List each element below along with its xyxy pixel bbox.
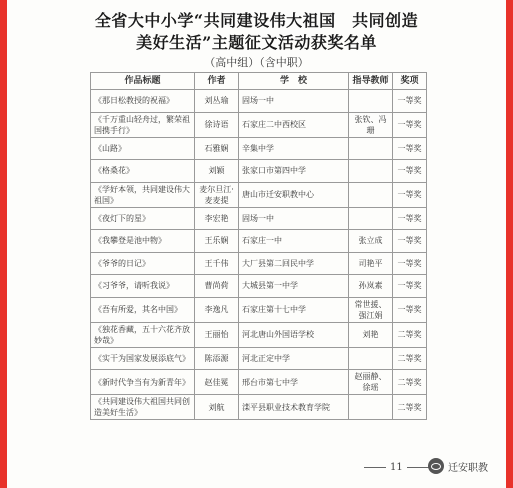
cell-school: 大厂县第二回民中学 (239, 252, 349, 275)
cell-school: 辛集中学 (239, 137, 349, 160)
cell-school: 石家庄二中西校区 (239, 112, 349, 137)
cell-school: 固场一中 (239, 207, 349, 230)
document-title-line-2: 美好生活”主题征文活动获奖名单 (136, 33, 377, 52)
cell-title: 《山路》 (91, 137, 195, 160)
cell-award: 一等奖 (393, 90, 427, 113)
cell-award: 二等奖 (393, 370, 427, 395)
cell-teacher (349, 90, 393, 113)
cell-award: 一等奖 (393, 160, 427, 183)
cell-teacher (349, 137, 393, 160)
table-row (91, 322, 427, 347)
header-teacher: 指导教师 (349, 73, 393, 90)
cell-title: 《学好本领，共同建设伟大祖国》 (91, 182, 195, 207)
page-number (360, 462, 433, 473)
table-row (91, 252, 427, 275)
table-row (91, 182, 427, 207)
cell-author: 刘颖 (195, 160, 239, 183)
cell-school: 石家庄一中 (239, 230, 349, 253)
cell-author: 王千伟 (195, 252, 239, 275)
document-title-line-1: 全省大中小学“共同建设伟大祖国 共同创造 (94, 11, 419, 30)
header-award: 奖项 (393, 73, 427, 90)
cell-author: 麦尔旦江·麦麦提 (195, 182, 239, 207)
cell-title: 《共同建设伟大祖国共同创造美好生活》 (91, 395, 195, 420)
awards-table (90, 72, 427, 420)
cell-teacher: 张立成 (349, 230, 393, 253)
cell-teacher (349, 207, 393, 230)
page-number-text: 11 (390, 462, 403, 473)
cell-award: 二等奖 (393, 347, 427, 370)
cell-teacher (349, 182, 393, 207)
cell-author: 刘航 (195, 395, 239, 420)
cell-teacher (349, 395, 393, 420)
cell-award: 一等奖 (393, 112, 427, 137)
cell-school: 唐山市迁安职教中心 (239, 182, 349, 207)
cell-school: 固场一中 (239, 90, 349, 113)
cell-title: 《新时代争当有为新青年》 (91, 370, 195, 395)
cell-author: 王乐娴 (195, 230, 239, 253)
cell-award: 二等奖 (393, 322, 427, 347)
cell-title: 《夜灯下的星》 (91, 207, 195, 230)
cell-teacher: 张钦、冯珊 (349, 112, 393, 137)
cell-teacher: 孙岚素 (349, 275, 393, 298)
cell-author: 徐诗语 (195, 112, 239, 137)
document-subtitle: （高中组）（含中职） (204, 56, 309, 69)
cell-award: 二等奖 (393, 395, 427, 420)
cell-award: 一等奖 (393, 275, 427, 298)
table-row (91, 275, 427, 298)
cell-author: 石雅娴 (195, 137, 239, 160)
table-header-row (91, 73, 427, 90)
cell-author: 陈添源 (195, 347, 239, 370)
cell-title: 《那日松教授的祝福》 (91, 90, 195, 113)
table-row (91, 395, 427, 420)
cell-award: 一等奖 (393, 137, 427, 160)
table-row (91, 230, 427, 253)
table-row (91, 297, 427, 322)
cell-author: 王丽怡 (195, 322, 239, 347)
left-red-border (0, 0, 7, 488)
header-title: 作品标题 (91, 73, 195, 90)
table-row (91, 160, 427, 183)
cell-teacher (349, 347, 393, 370)
cell-award: 一等奖 (393, 297, 427, 322)
cell-title: 《我攀登是池中物》 (91, 230, 195, 253)
cell-title: 《吾有所爱，其名中国》 (91, 297, 195, 322)
watermark (428, 458, 488, 474)
cell-teacher: 司艳平 (349, 252, 393, 275)
cell-author: 刘丛瑜 (195, 90, 239, 113)
table-row (91, 370, 427, 395)
cell-school: 河北唐山外国语学校 (239, 322, 349, 347)
cell-school: 河北正定中学 (239, 347, 349, 370)
header-school: 学 校 (239, 73, 349, 90)
cell-author: 李逸凡 (195, 297, 239, 322)
cell-teacher: 常世援、强江娟 (349, 297, 393, 322)
cell-school: 石家庄第十七中学 (239, 297, 349, 322)
cell-title: 《格桑花》 (91, 160, 195, 183)
right-red-border (506, 0, 513, 488)
cell-teacher: 刘艳 (349, 322, 393, 347)
cell-title: 《独花香藏，五十六花齐放妙哉》 (91, 322, 195, 347)
table-row (91, 207, 427, 230)
cell-teacher: 赵丽静、徐瑶 (349, 370, 393, 395)
cell-author: 李宏艳 (195, 207, 239, 230)
cell-award: 一等奖 (393, 230, 427, 253)
cell-award: 一等奖 (393, 252, 427, 275)
cell-author: 赵佳冕 (195, 370, 239, 395)
cell-title: 《爷爷的日记》 (91, 252, 195, 275)
cell-title: 《千万重山轻舟过，繁荣祖国携手行》 (91, 112, 195, 137)
cell-school: 邢台市第七中学 (239, 370, 349, 395)
cell-school: 张家口市第四中学 (239, 160, 349, 183)
table-row (91, 112, 427, 137)
cell-title: 《实干为国家发展添底气》 (91, 347, 195, 370)
cell-author: 曹尚荷 (195, 275, 239, 298)
table-row (91, 90, 427, 113)
table-row (91, 347, 427, 370)
wechat-channel-icon (428, 458, 444, 474)
cell-teacher (349, 160, 393, 183)
cell-school: 大城县第一中学 (239, 275, 349, 298)
header-author: 作者 (195, 73, 239, 90)
cell-award: 一等奖 (393, 182, 427, 207)
watermark-text: 迁安职教 (448, 462, 488, 474)
table-row (91, 137, 427, 160)
cell-school: 滦平县职业技术教育学院 (239, 395, 349, 420)
cell-title: 《习爷爷，请听我说》 (91, 275, 195, 298)
cell-award: 一等奖 (393, 207, 427, 230)
